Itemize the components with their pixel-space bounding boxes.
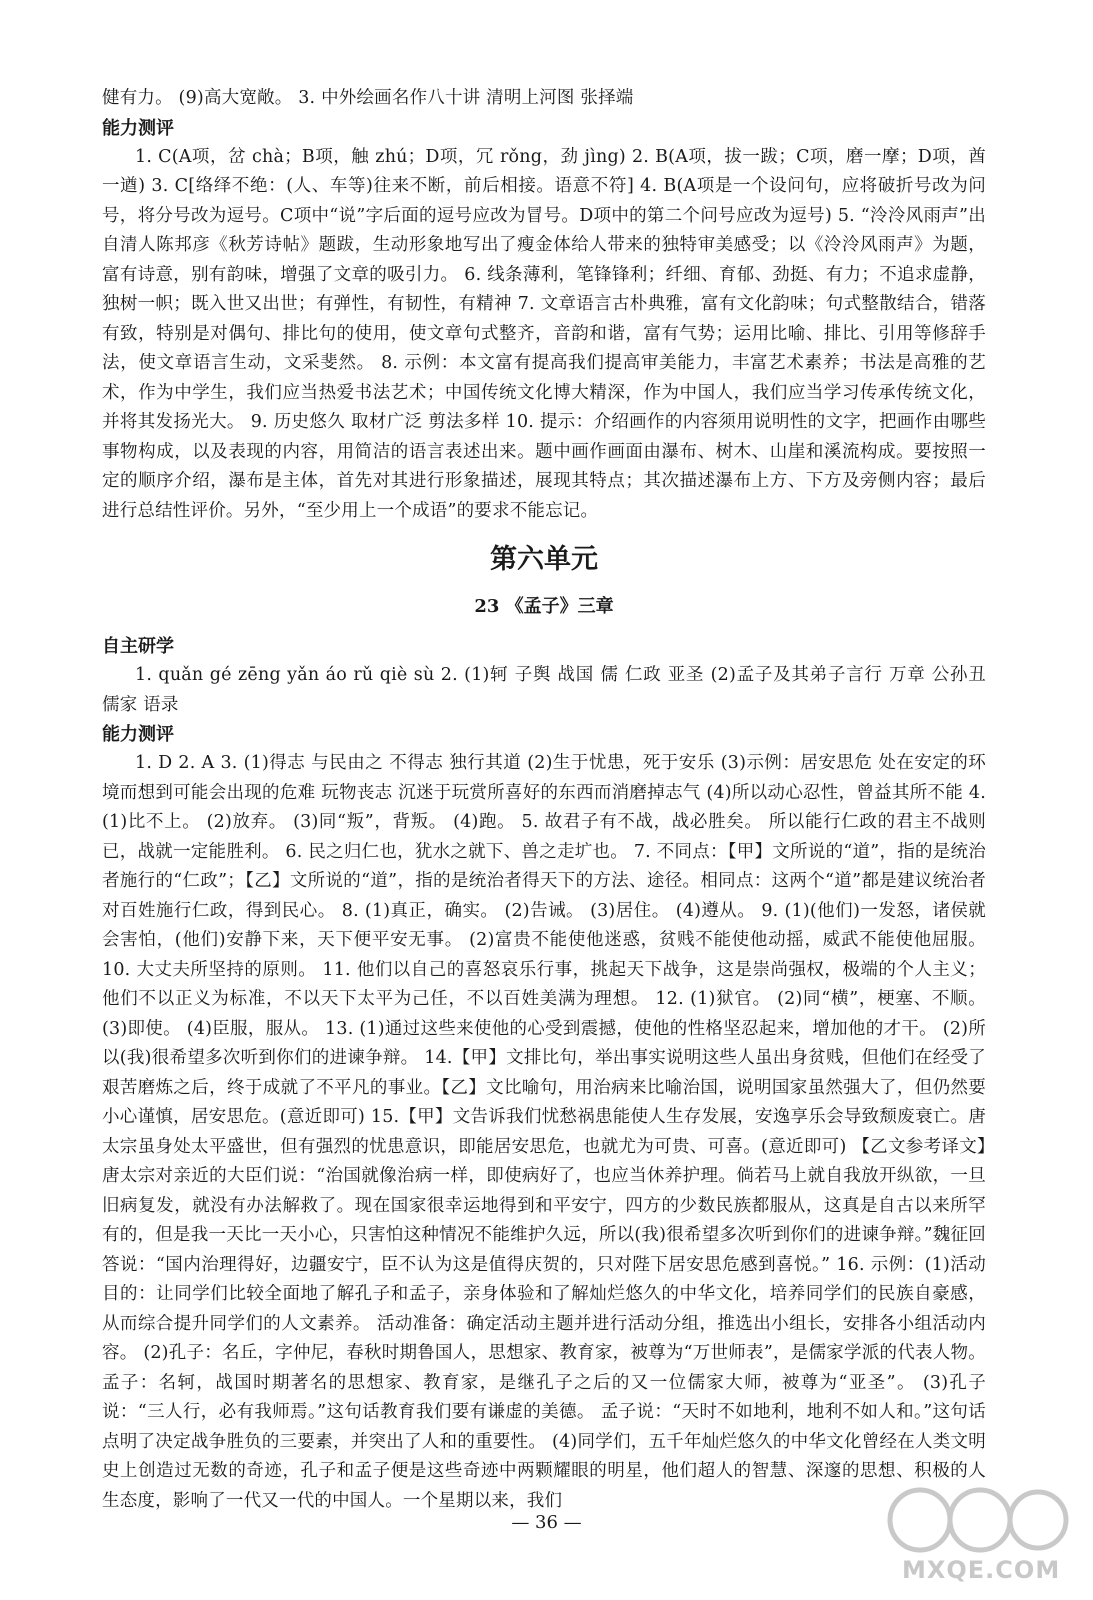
self-study-answers: 1. quǎn gé zēng yǎn áo rǔ qiè sù 2. (1)轲 子舆 战国 儒 仁政 亚圣 (2)孟子及其弟子言行 万章 公孙丑 儒家 语录 <box>102 665 986 715</box>
section-heading-assessment-2: 能力测评 <box>102 724 174 745</box>
section-heading-assessment-1: 能力测评 <box>102 117 174 139</box>
page-number: — 36 — <box>511 1512 582 1533</box>
answer-page <box>102 84 986 1516</box>
watermark-text: MXQE.COM <box>902 1556 1061 1584</box>
assessment-answers-1: 1. C(A项，岔 chà；B项，触 zhú；D项，冗 rǒng，劲 jìng) 2. B(A项，拔一跋；C项，磨一摩；D项，酋一遒) 3. C[络绎不绝：(人、车等)往来不断，前后相接。语意不符] 4. B(A项是一个设问句，应将破折号改为问号，将分号改为逗号。C项中“说”字后面的逗号应改为冒号。D项中的第二个问号应改为逗号) 5. “泠泠风雨声”出自清人陈邦彦《秋芳诗帖》题跋，生动形象地写出了瘦金体给人带来的独特审美感受；以《泠泠风雨声》为题，富有诗意，别有韵味，增强了文章的吸引力。 6. 线条薄利，笔锋锋利；纤细、育郁、劲挺、有力；不追求虚静，独树一帜；既入世又出世；有弹性，有韧性，有精神 7. 文章语言古朴典雅，富有文化韵味；句式整散结合，错落有致，特别是对偶句、排比句的使用，使文章句式整齐，音韵和谐，富有气势；运用比喻、排比、引用等修辞手法，使文章语言生动，文采斐然。 8. 示例：本文富有提高我们提高审美能力，丰富艺术素养；书法是高雅的艺术，作为中学生，我们应当热爱书法艺术；中国传统文化博大精深，作为中国人，我们应当学习传承传统文化，并将其发扬光大。 9. 历史悠久 取材广泛 剪法多样 10. 提示：介绍画作的内容须用说明性的文字，把画作由哪些事物构成，以及表现的内容，用简洁的语言表述出来。题中画作画面由瀑布、树木、山崖和溪流构成。要按照一定的顺序介绍，瀑布是主体，首先对其进行形象描述，展现其特点；其次描述瀑布上方、下方及旁侧内容；最后进行总结性评价。另外，“至少用上一个成语”的要求不能忘记。 <box>102 146 986 521</box>
continuation-text: 健有力。 (9)高大宽敞。 3. 中外绘画名作八十讲 清明上河图 张择端 <box>102 88 634 108</box>
section-heading-self-study: 自主研学 <box>102 636 174 657</box>
lesson-title: 23 《孟子》三章 <box>474 596 614 617</box>
assessment-answers-2: 1. D 2. A 3. (1)得志 与民由之 不得志 独行其道 (2)生于忧患，死于安乐 (3)示例：居安思危 处在安定的环境而想到可能会出现的危难 玩物丧志 沉迷于玩赏所喜好的东西而消磨掉志气 (4)所以动心忍性，曾益其所不能 4. (1)比不上。 (2)放弃。 (3)同“叛”，背叛。 (4)跑。 5. 故君子有不战，战必胜矣。 所以能行仁政的君主不战则已，战就一定能胜利。 6. 民之归仁也，犹水之就下、兽之走圹也。 7. 不同点：【甲】文所说的“道”，指的是统治者施行的“仁政”；【乙】文所说的“道”，指的是统治者得天下的方法、途径。相同点：这两个“道”都是建议统治者对百姓施行仁政，得到民心。 8. (1)真正，确实。 (2)告诫。 (3)居住。 (4)遵从。 9. (1)(他们)一发怒，诸侯就会害怕，(他们)安静下来，天下便平安无事。 (2)富贵不能使他迷惑，贫贱不能使他动摇，威武不能使他屈服。 10. 大丈夫所坚持的原则。 11. 他们以自己的喜怒哀乐行事，挑起天下战争，这是崇尚强权，极端的个人主义；他们不以正义为标准，不以天下太平为己任，不以百姓美满为理想。 12. (1)狱官。 (2)同“横”，梗塞、不顺。 (3)即使。 (4)臣服，服从。 13. (1)通过这些来使他的心受到震撼，使他的性格坚忍起来，增加他的才干。 (2)所以(我)很希望多次听到你们的进谏争辩。 14.【甲】文排比句，举出事实说明这些人虽出身贫贱，但他们在经受了艰苦磨炼之后，终于成就了不平凡的事业。【乙】文比喻句，用治病来比喻治国，说明国家虽然强大了，但仍然要小心谨慎，居安思危。(意近即可) 15.【甲】文告诉我们忧愁祸患能使人生存发展，安逸享乐会导致颓废衰亡。唐太宗虽身处太平盛世，但有强烈的忧患意识，即能居安思危，也就尤为可贵、可喜。(意近即可) 【乙文参考译文】唐太宗对亲近的大臣们说：“治国就像治病一样，即使病好了，也应当休养护理。倘若马上就自我放开纵欲，一旦旧病复发，就没有办法解救了。现在国家很幸运地得到和平安宁，四方的少数民族都服从，这真是自古以来所罕有的，但是我一天比一天小心，只害怕这种情况不能维护久远，所以(我)很希望多次听到你们的进谏争辩。”魏征回答说：“国内治理得好，边疆安宁，臣不认为这是值得庆贺的，只对陛下居安思危感到喜悦。” 16. 示例：(1)活动目的：让同学们比较全面地了解孔子和孟子，亲身体验和了解灿烂悠久的中华文化，培养同学们的民族自豪感，从而综合提升同学们的人文素养。 活动准备：确定活动主题并进行活动分组，推选出小组长，安排各小组活动内容。 (2)孔子：名丘，字仲尼，春秋时期鲁国人，思想家、教育家，被尊为“万世师表”，是儒家学派的代表人物。 孟子：名轲，战国时期著名的思想家、教育家，是继孔子之后的又一位儒家大师，被尊为“亚圣”。 (3)孔子说：“三人行，必有我师焉。”这句话教育我们要有谦虚的美德。 孟子说：“天时不如地利，地利不如人和。”这句话点明了决定战争胜负的三要素，并突出了人和的重要性。 (4)同学们，五千年灿烂悠久的中华文化曾经在人类文明史上创造过无数的奇迹，孔子和孟子便是这些奇迹中两颗耀眼的明星，他们超人的智慧、深邃的思想、积极的人生态度，影响了一代又一代的中国人。一个星期以来，我们 <box>102 753 986 1511</box>
unit-title: 第六单元 <box>490 544 598 575</box>
